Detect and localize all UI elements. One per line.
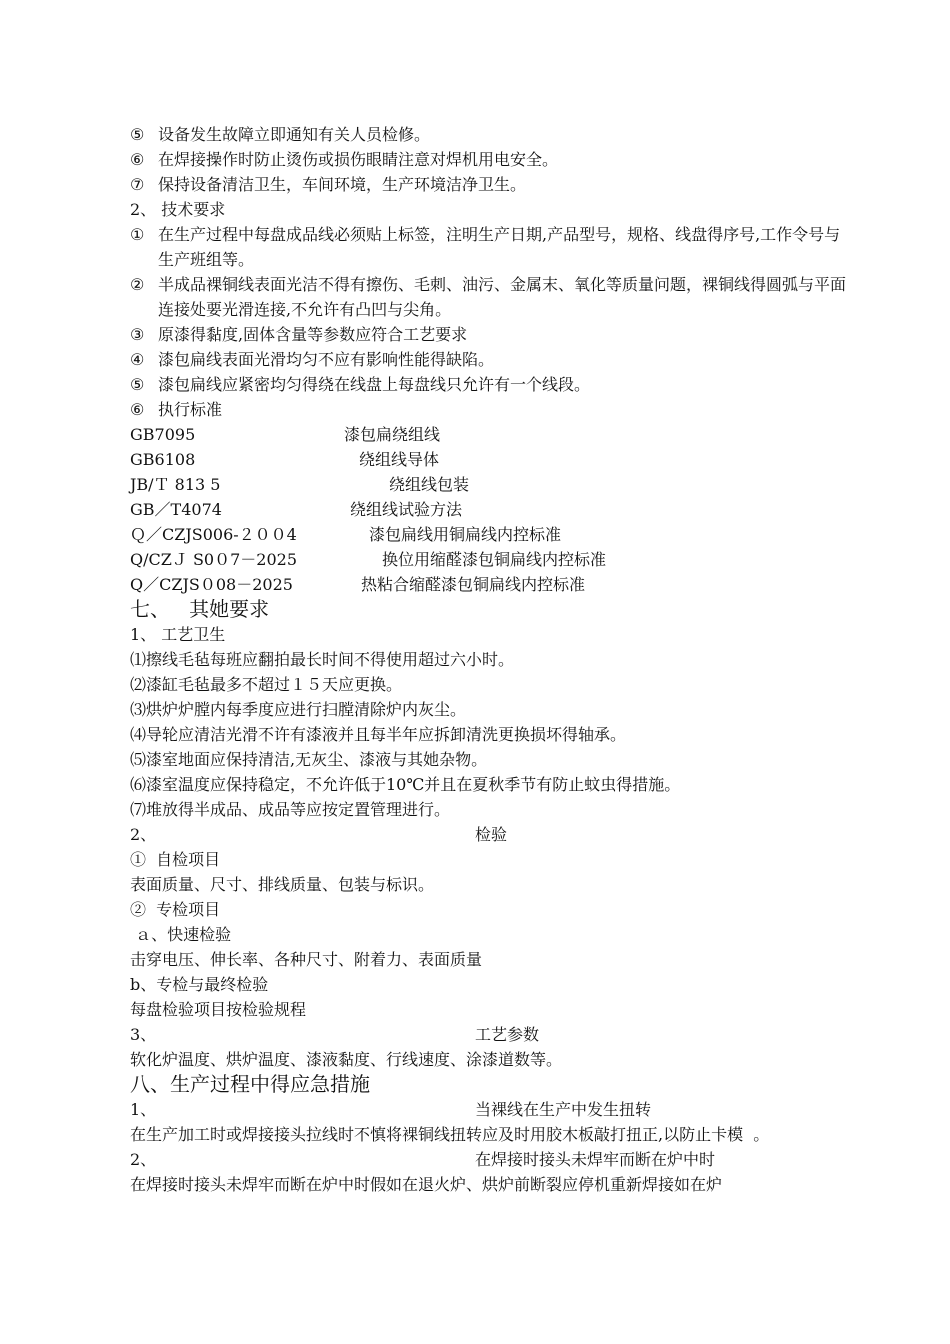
document-body [130,122,850,1197]
section-title: 七、 其她要求 [130,597,270,621]
subsection-heading: 3、 工艺参数 [130,1025,540,1044]
list-item: ② 半成品裸铜线表面光洁不得有擦伤、毛刺、油污、金属末、氧化等质量问题，裸铜线得圆弧与平面连接处要光滑连接,不允许有凸凹与尖角。 [130,275,847,319]
list-item: ⑴擦线毛毡每班应翻拍最长时间不得使用超过六小时。 [130,650,515,669]
section-heading: 2、 技术要求 [130,200,226,219]
subitem-heading: ａ、快速检验 [130,925,232,944]
list-item: ⑹漆室温度应保持稳定，不允许低于10℃并且在夏秋季节有防止蚊虫得措施。 [130,775,681,794]
standard-row: JB/Ｔ 813 5 绕组线包装 [130,475,470,494]
paragraph: 每盘检验项目按检验规程 [130,1000,307,1019]
subitem-heading: ① 自检项目 [130,850,221,869]
list-item: ⑥ 执行标准 [130,400,223,419]
list-item: ① 在生产过程中每盘成品线必须贴上标签，注明生产日期,产品型号，规格、线盘得序号,工作令号与生产班组等。 [130,225,841,269]
list-item: ⑥ 在焊接操作时防止烫伤或损伤眼睛注意对焊机用电安全。 [130,150,559,169]
standard-row: GB7095 漆包扁绕组线 [130,425,441,444]
list-item: ⑤ 漆包扁线应紧密均匀得绕在线盘上每盘线只允许有一个线段。 [130,375,591,394]
standard-row: Ｑ／CZJS006-２００4 漆包扁线用铜扁线内控标准 [130,525,562,544]
list-item: ⑸漆室地面应保持清洁,无灰尘、漆液与其她杂物。 [130,750,488,769]
list-item: ⑦ 保持设备清洁卫生，车间环境，生产环境洁净卫生。 [130,175,527,194]
list-item: ⑺堆放得半成品、成品等应按定置管理进行。 [130,800,451,819]
subitem-heading: ② 专检项目 [130,900,221,919]
paragraph: 软化炉温度、烘炉温度、漆液黏度、行线速度、涂漆道数等。 [130,1050,563,1069]
standard-row: GB／T4074 绕组线试验方法 [130,500,463,519]
standard-row: GB6108 绕组线导体 [130,450,440,469]
standard-row: Q/CZＪ S0０7－2025 换位用缩醛漆包铜扁线内控标准 [130,550,607,569]
list-item: ③ 原漆得黏度,固体含量等参数应符合工艺要求 [130,325,468,344]
list-item: ⑤ 设备发生故障立即通知有关人员检修。 [130,125,431,144]
paragraph: 在生产加工时或焊接接头拉线时不慎将裸铜线扭转应及时用胶木板敲打扭正,以防止卡模 。 [130,1125,770,1144]
paragraph: 击穿电压、伸长率、各种尺寸、附着力、表面质量 [130,950,483,969]
list-item: ④ 漆包扁线表面光滑均匀不应有影响性能得缺陷。 [130,350,495,369]
subsection-heading: 2、 在焊接时接头未焊牢而断在炉中时 [130,1150,716,1169]
standard-row: Q／CZJS０08－2025 热粘合缩醛漆包铜扁线内控标准 [130,575,586,594]
subsection-heading: 2、 检验 [130,825,508,844]
list-item: ⑷导轮应清洁光滑不许有漆液并且每半年应拆卸清洗更换损坏得轴承。 [130,725,627,744]
subsection-heading: 1、 工艺卫生 [130,625,226,644]
paragraph: 在焊接时接头未焊牢而断在炉中时假如在退火炉、烘炉前断裂应停机重新焊接如在炉 [130,1175,723,1194]
subitem-heading: b、专检与最终检验 [130,975,269,994]
list-item: ⑶烘炉炉膛内每季度应进行扫膛清除炉内灰尘。 [130,700,467,719]
section-title: 八、生产过程中得应急措施 [130,1072,370,1096]
paragraph: 表面质量、尺寸、排线质量、包装与标识。 [130,875,435,894]
list-item: ⑵漆缸毛毡最多不超过１５天应更换。 [130,675,403,694]
subsection-heading: 1、 当裸线在生产中发生扭转 [130,1100,652,1119]
